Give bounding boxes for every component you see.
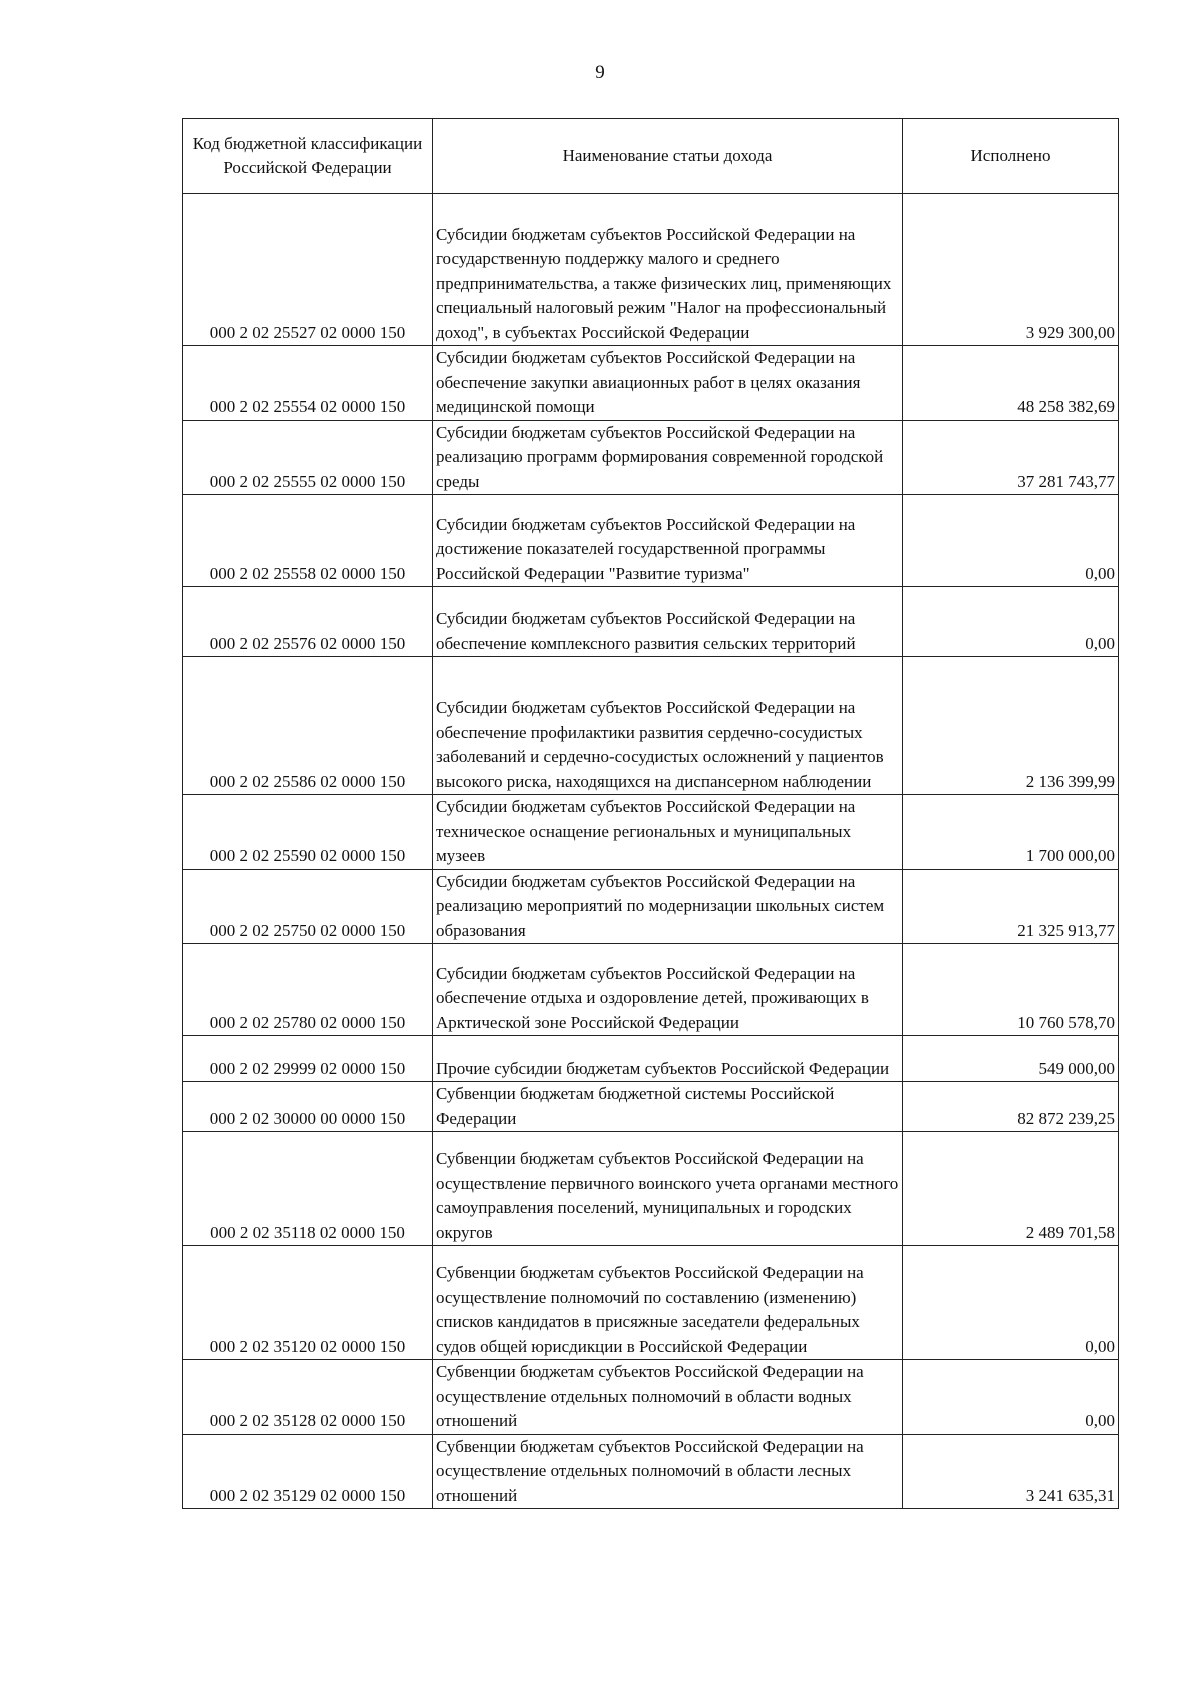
- row-executed: 82 872 239,25: [903, 1082, 1119, 1132]
- row-name: Субсидии бюджетам субъектов Российской Федерации на обеспечение комплексного развития сельских территорий: [433, 587, 903, 657]
- row-name: Субсидии бюджетам субъектов Российской Федерации на обеспечение закупки авиационных работ в целях оказания медицинской помощи: [433, 346, 903, 421]
- row-name: Субсидии бюджетам субъектов Российской Федерации на обеспечение профилактики развития сердечно-сосудистых заболеваний и сердечно-сосудистых осложнений у пациентов высокого риска, находящихся на диспансерном наблюдении: [433, 657, 903, 795]
- table-row: [183, 657, 1119, 795]
- row-name: Субвенции бюджетам субъектов Российской Федерации на осуществление отдельных полномочий в области водных отношений: [433, 1360, 903, 1435]
- row-name: Субсидии бюджетам субъектов Российской Федерации на достижение показателей государственной программы Российской Федерации "Развитие туризма": [433, 495, 903, 587]
- row-name: Субсидии бюджетам субъектов Российской Федерации на обеспечение отдыха и оздоровление детей, проживающих в Арктической зоне Российской Федерации: [433, 944, 903, 1036]
- row-executed: 0,00: [903, 495, 1119, 587]
- header-name: Наименование статьи дохода: [433, 119, 903, 194]
- header-executed: Исполнено: [903, 119, 1119, 194]
- row-code: 000 2 02 35129 02 0000 150: [183, 1434, 433, 1509]
- row-code: 000 2 02 25750 02 0000 150: [183, 869, 433, 944]
- row-executed: 10 760 578,70: [903, 944, 1119, 1036]
- row-code: 000 2 02 30000 00 0000 150: [183, 1082, 433, 1132]
- table-row: [183, 1246, 1119, 1360]
- table-row: [183, 194, 1119, 346]
- header-code: Код бюджетной классификации Российской Федерации: [183, 119, 433, 194]
- row-executed: 549 000,00: [903, 1036, 1119, 1082]
- table-row: [183, 346, 1119, 421]
- row-code: 000 2 02 35128 02 0000 150: [183, 1360, 433, 1435]
- table-body: [183, 194, 1119, 1509]
- row-name: Субвенции бюджетам субъектов Российской Федерации на осуществление первичного воинского учета органами местного самоуправления поселений, муниципальных и городских округов: [433, 1132, 903, 1246]
- row-executed: 48 258 382,69: [903, 346, 1119, 421]
- row-name: Субвенции бюджетам субъектов Российской Федерации на осуществление полномочий по составлению (изменению) списков кандидатов в присяжные заседатели федеральных судов общей юрисдикции в Российской Федерации: [433, 1246, 903, 1360]
- row-executed: 3 241 635,31: [903, 1434, 1119, 1509]
- row-code: 000 2 02 29999 02 0000 150: [183, 1036, 433, 1082]
- row-code: 000 2 02 25780 02 0000 150: [183, 944, 433, 1036]
- row-code: 000 2 02 35118 02 0000 150: [183, 1132, 433, 1246]
- row-name: Субвенции бюджетам бюджетной системы Российской Федерации: [433, 1082, 903, 1132]
- row-code: 000 2 02 25558 02 0000 150: [183, 495, 433, 587]
- row-name: Прочие субсидии бюджетам субъектов Российской Федерации: [433, 1036, 903, 1082]
- table-row: [183, 1036, 1119, 1082]
- row-name: Субсидии бюджетам субъектов Российской Федерации на реализацию программ формирования современной городской среды: [433, 420, 903, 495]
- row-code: 000 2 02 35120 02 0000 150: [183, 1246, 433, 1360]
- table-row: [183, 795, 1119, 870]
- row-executed: 1 700 000,00: [903, 795, 1119, 870]
- page-number: 9: [595, 62, 605, 83]
- table-row: [183, 420, 1119, 495]
- row-executed: 21 325 913,77: [903, 869, 1119, 944]
- row-name: Субсидии бюджетам субъектов Российской Федерации на государственную поддержку малого и среднего предпринимательства, а также физических лиц, применяющих специальный налоговый режим "Налог на профессиональный доход", в субъектах Российской Федерации: [433, 194, 903, 346]
- row-code: 000 2 02 25586 02 0000 150: [183, 657, 433, 795]
- row-name: Субсидии бюджетам субъектов Российской Федерации на техническое оснащение региональных и муниципальных музеев: [433, 795, 903, 870]
- table-header-row: [183, 119, 1119, 194]
- row-executed: 3 929 300,00: [903, 194, 1119, 346]
- row-executed: 0,00: [903, 587, 1119, 657]
- row-code: 000 2 02 25527 02 0000 150: [183, 194, 433, 346]
- row-code: 000 2 02 25555 02 0000 150: [183, 420, 433, 495]
- table-row: [183, 1082, 1119, 1132]
- table-row: [183, 1360, 1119, 1435]
- row-code: 000 2 02 25554 02 0000 150: [183, 346, 433, 421]
- table-row: [183, 1132, 1119, 1246]
- table-row: [183, 495, 1119, 587]
- table-row: [183, 944, 1119, 1036]
- row-executed: 37 281 743,77: [903, 420, 1119, 495]
- row-executed: 2 136 399,99: [903, 657, 1119, 795]
- row-executed: 0,00: [903, 1360, 1119, 1435]
- row-name: Субвенции бюджетам субъектов Российской Федерации на осуществление отдельных полномочий в области лесных отношений: [433, 1434, 903, 1509]
- row-name: Субсидии бюджетам субъектов Российской Федерации на реализацию мероприятий по модернизации школьных систем образования: [433, 869, 903, 944]
- row-executed: 2 489 701,58: [903, 1132, 1119, 1246]
- income-table: [182, 118, 1119, 1509]
- row-code: 000 2 02 25590 02 0000 150: [183, 795, 433, 870]
- table-row: [183, 587, 1119, 657]
- row-executed: 0,00: [903, 1246, 1119, 1360]
- row-code: 000 2 02 25576 02 0000 150: [183, 587, 433, 657]
- table-row: [183, 869, 1119, 944]
- table-row: [183, 1434, 1119, 1509]
